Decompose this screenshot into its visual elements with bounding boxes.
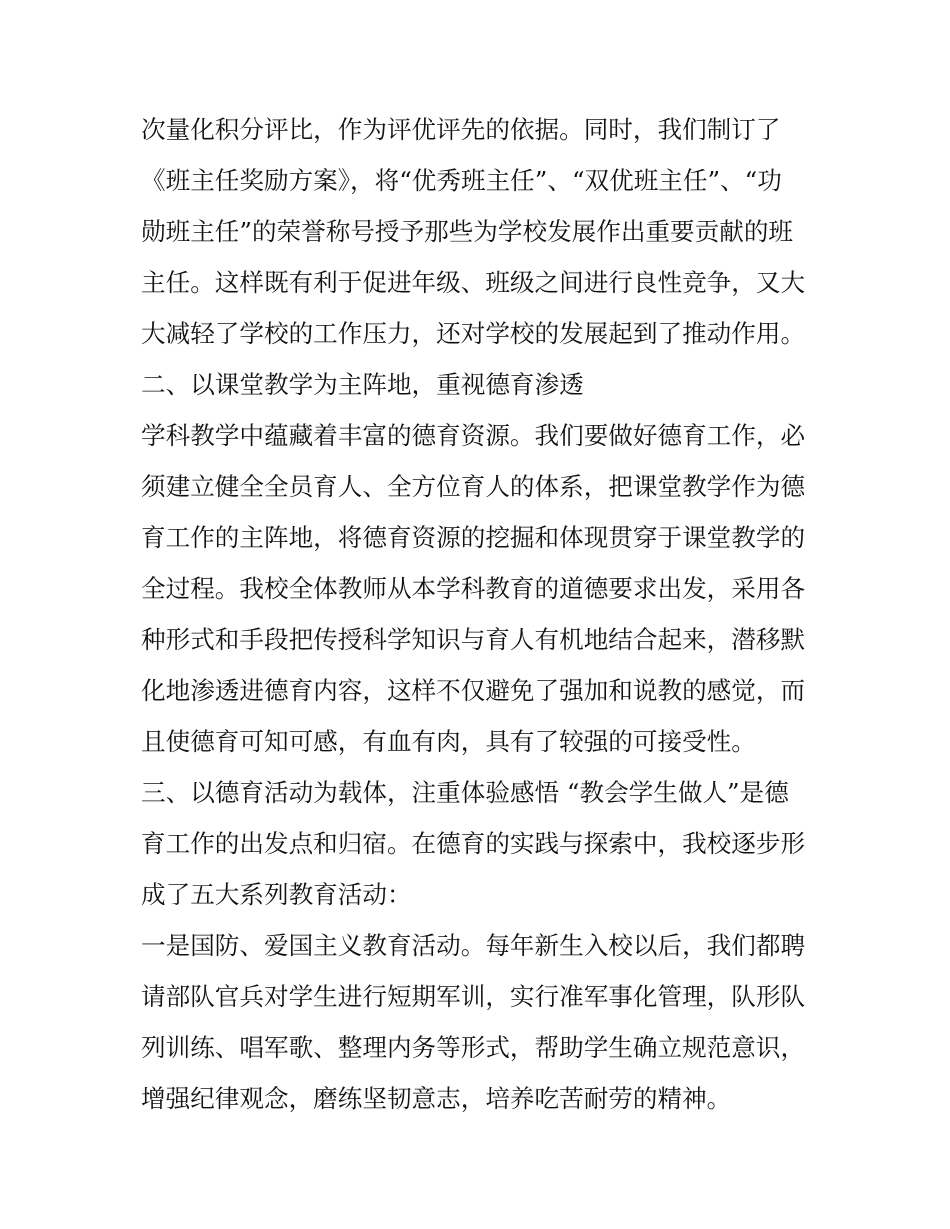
text-line: 须建立健全全员育人、全方位育人的体系，把课堂教学作为德 [141, 472, 806, 501]
text-line: 且使德育可知可感，有血有肉，具有了较强的可接受性。 [141, 727, 756, 756]
text-line: 育工作的出发点和归宿。在德育的实践与探索中，我校逐步形 [141, 829, 806, 858]
text-line: 种形式和手段把传授科学知识与育人有机地结合起来，潜移默 [141, 625, 806, 654]
text-line: 大减轻了学校的工作压力，还对学校的发展起到了推动作用。 [141, 319, 806, 348]
text-line: 增强纪律观念，磨练坚韧意志，培养吃苦耐劳的精神。 [141, 1084, 732, 1113]
text-line: 《班主任奖励方案》，将“优秀班主任”、“双优班主任”、“功 [141, 166, 782, 195]
text-line: 全过程。我校全体教师从本学科教育的道德要求出发，采用各 [141, 574, 806, 603]
section-heading: 二、以课堂教学为主阵地，重视德育渗透 [141, 370, 584, 399]
text-line: 成了五大系列教育活动： [141, 880, 412, 909]
text-line: 育工作的主阵地，将德育资源的挖掘和体现贯穿于课堂教学的 [141, 523, 806, 552]
text-line: 列训练、唱军歌、整理内务等形式，帮助学生确立规范意识， [141, 1033, 806, 1062]
text-line: 次量化积分评比，作为评优评先的依据。同时，我们制订了 [141, 115, 781, 144]
section-heading: 三、以德育活动为载体，注重体验感悟 “教会学生做人”是德 [141, 778, 789, 807]
text-line: 勋班主任”的荣誉称号授予那些为学校发展作出重要贡献的班 [141, 217, 794, 246]
text-line: 学科教学中蕴藏着丰富的德育资源。我们要做好德育工作，必 [141, 421, 806, 450]
text-line: 请部队官兵对学生进行短期军训，实行准军事化管理，队形队 [141, 982, 806, 1011]
text-line: 一是国防、爱国主义教育活动。每年新生入校以后，我们都聘 [141, 931, 806, 960]
text-line: 化地渗透进德育内容，这样不仅避免了强加和说教的感觉，而 [141, 676, 806, 705]
body-text [141, 110, 821, 1130]
text-line: 主任。这样既有利于促进年级、班级之间进行良性竞争，又大 [141, 268, 806, 297]
